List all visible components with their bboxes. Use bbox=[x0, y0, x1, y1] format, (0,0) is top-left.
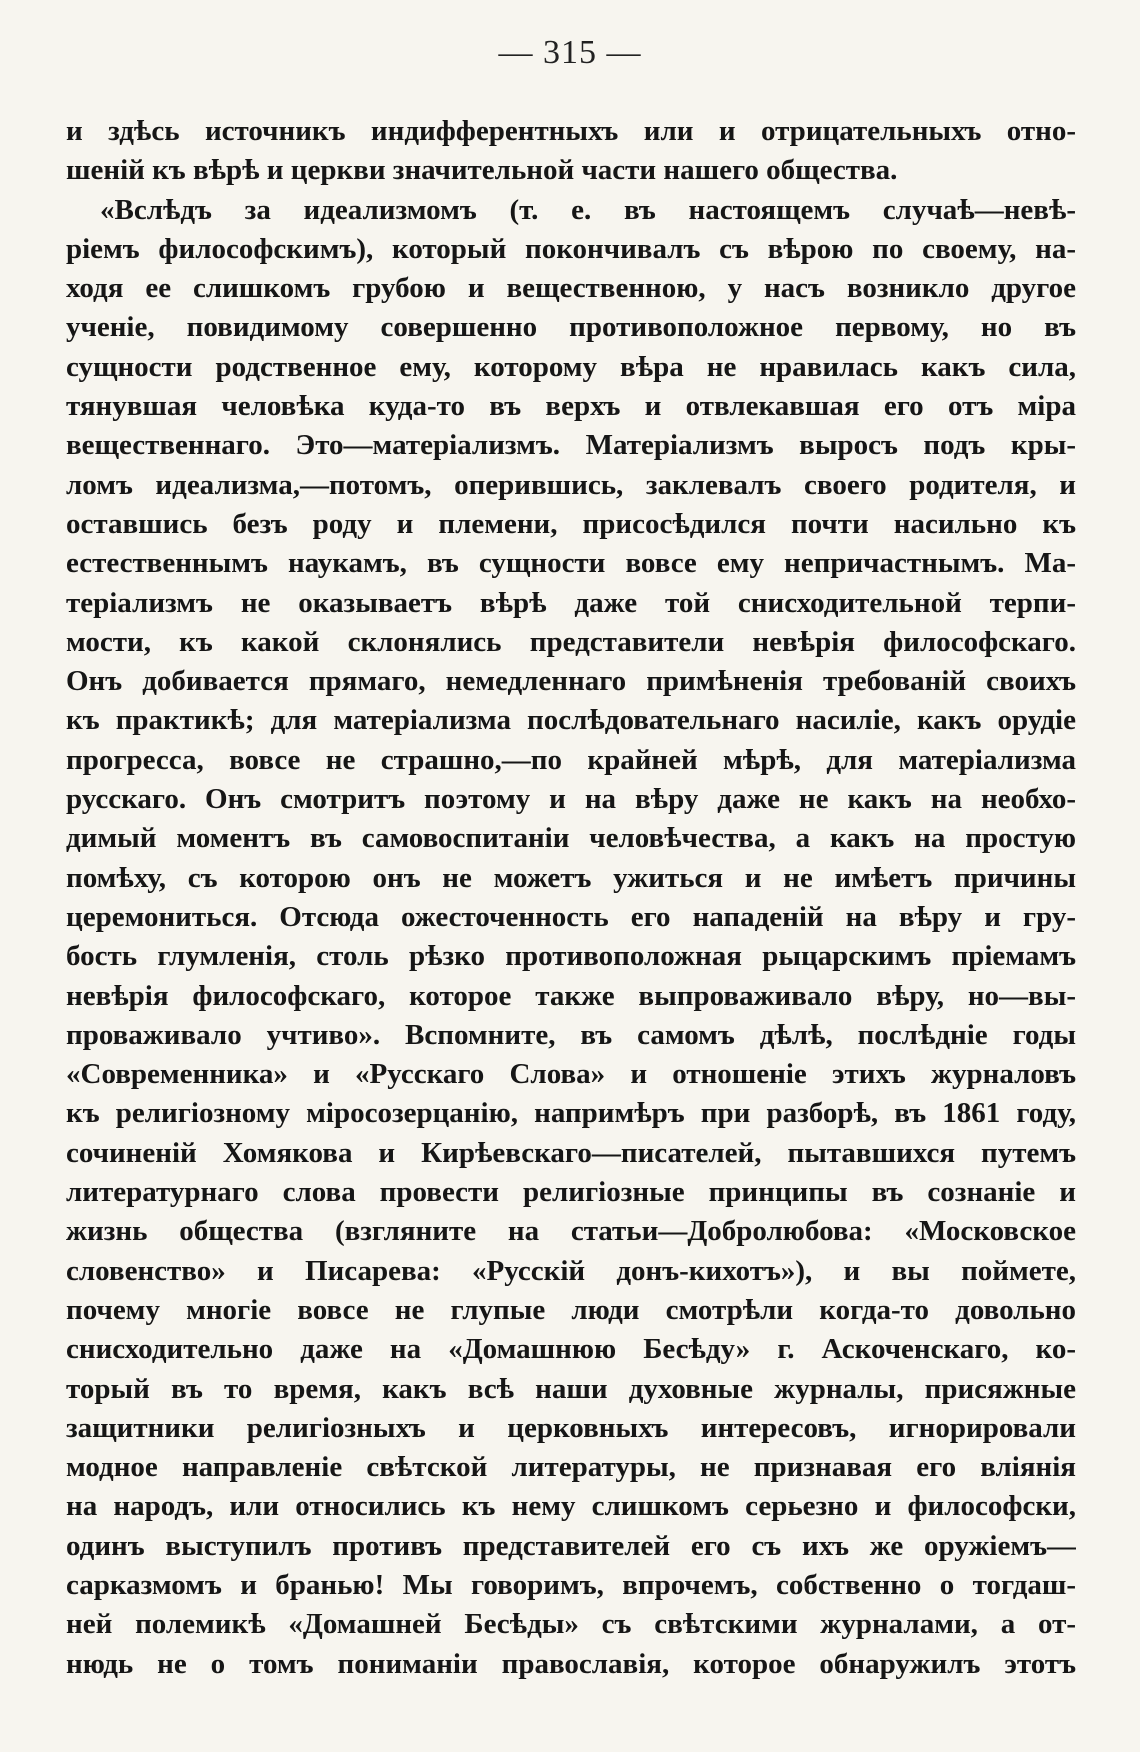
text-line: сарказмомъ и бранью! Мы говоримъ, впрочемъ, собственно о тогдаш- bbox=[66, 1568, 1076, 1601]
text-line: снисходительно даже на «Домашнюю Бесѣду» г. Аскоченскаго, ко- bbox=[66, 1333, 1076, 1366]
text-line: «Современника» и «Русскаго Слова» и отношеніе этихъ журналовъ bbox=[66, 1058, 1076, 1091]
text-line: сущности родственное ему, которому вѣра не нравилась какъ сила, bbox=[66, 350, 1076, 383]
text-line: церемониться. Отсюда ожесточенность его нападеній на вѣру и гру- bbox=[66, 900, 1076, 933]
text-line: тянувшая человѣка куда-то въ верхъ и отвлекавшая его отъ міра bbox=[66, 390, 1076, 423]
text-line: одинъ выступилъ противъ представителей его съ ихъ же оружіемъ— bbox=[66, 1529, 1076, 1562]
text-line: помѣху, съ которою онъ не можетъ ужиться и не имѣетъ причины bbox=[66, 861, 1076, 894]
text-line: къ практикѣ; для матеріализма послѣдовательнаго насиліе, какъ орудіе bbox=[66, 704, 1076, 737]
text-line: ріемъ философскимъ), который покончивалъ съ вѣрою по своему, на- bbox=[66, 232, 1076, 265]
text-line: прогресса, вовсе не страшно,—по крайней мѣрѣ, для матеріализма bbox=[66, 743, 1076, 776]
text-line: проваживало учтиво». Вспомните, въ самомъ дѣлѣ, послѣдніе годы bbox=[66, 1018, 1076, 1051]
body-text bbox=[66, 112, 1076, 1684]
text-line: ломъ идеализма,—потомъ, оперившись, заклевалъ своего родителя, и bbox=[66, 468, 1076, 501]
text-line: невѣрія философскаго, которое также выпроваживало вѣру, но—вы- bbox=[66, 979, 1076, 1012]
text-line: Онъ добивается прямаго, немедленнаго примѣненія требованій своихъ bbox=[66, 665, 1076, 698]
text-line: защитники религіозныхъ и церковныхъ интересовъ, игнорировали bbox=[66, 1411, 1076, 1444]
text-line: вещественнаго. Это—матеріализмъ. Матеріализмъ выросъ подъ кры- bbox=[66, 429, 1076, 462]
text-line: ученіе, повидимому совершенно противоположное первому, но въ bbox=[66, 311, 1076, 344]
text-line: торый въ то время, какъ всѣ наши духовные журналы, присяжные bbox=[66, 1372, 1076, 1405]
text-line: ней полемикѣ «Домашней Бесѣды» съ свѣтскими журналами, а от- bbox=[66, 1608, 1076, 1641]
text-line: жизнь общества (взгляните на статьи—Добролюбова: «Московское bbox=[66, 1215, 1076, 1248]
text-line: сочиненій Хомякова и Кирѣевскаго—писателей, пытавшихся путемъ bbox=[66, 1136, 1076, 1169]
text-line: литературнаго слова провести религіозные принципы въ сознаніе и bbox=[66, 1176, 1076, 1209]
text-line: модное направленіе свѣтской литературы, не признавая его вліянія bbox=[66, 1451, 1076, 1484]
text-line: шеній къ вѣрѣ и церкви значительной части нашего общества. bbox=[66, 154, 898, 187]
text-line: димый моментъ въ самовоспитаніи человѣчества, а какъ на простую bbox=[66, 822, 1076, 855]
text-line: «Вслѣдъ за идеализмомъ (т. е. въ настоящемъ случаѣ—невѣ- bbox=[100, 193, 1076, 226]
text-line: русскаго. Онъ смотритъ поэтому и на вѣру даже не какъ на необхо- bbox=[66, 783, 1076, 816]
text-line: теріализмъ не оказываетъ вѣрѣ даже той снисходительной терпи- bbox=[66, 586, 1076, 619]
text-line: нюдь не о томъ пониманіи православія, которое обнаружилъ этотъ bbox=[66, 1647, 1076, 1680]
page-number: — 315 — bbox=[498, 34, 642, 71]
text-line: ходя ее слишкомъ грубою и вещественною, у насъ возникло другое bbox=[66, 272, 1076, 305]
text-line: на народъ, или относились къ нему слишкомъ серьезно и философски, bbox=[66, 1490, 1076, 1523]
text-line: почему многіе вовсе не глупые люди смотрѣли когда-то довольно bbox=[66, 1293, 1076, 1326]
text-line: и здѣсь источникъ индифферентныхъ или и отрицательныхъ отно- bbox=[66, 115, 1076, 147]
text-line: бость глумленія, столь рѣзко противоположная рыцарскимъ пріемамъ bbox=[66, 940, 1076, 973]
text-line: словенство» и Писарева: «Русскій донъ-кихотъ»), и вы поймете, bbox=[66, 1254, 1076, 1287]
text-line: мости, къ какой склонялись представители невѣрія философскаго. bbox=[66, 625, 1076, 658]
text-line: оставшись безъ роду и племени, присосѣдился почти насильно къ bbox=[66, 507, 1076, 540]
text-line: естественнымъ наукамъ, въ сущности вовсе ему непричастнымъ. Ма- bbox=[66, 547, 1076, 580]
text-line: къ религіозному міросозерцанію, напримѣръ при разборѣ, въ 1861 году, bbox=[66, 1097, 1076, 1130]
